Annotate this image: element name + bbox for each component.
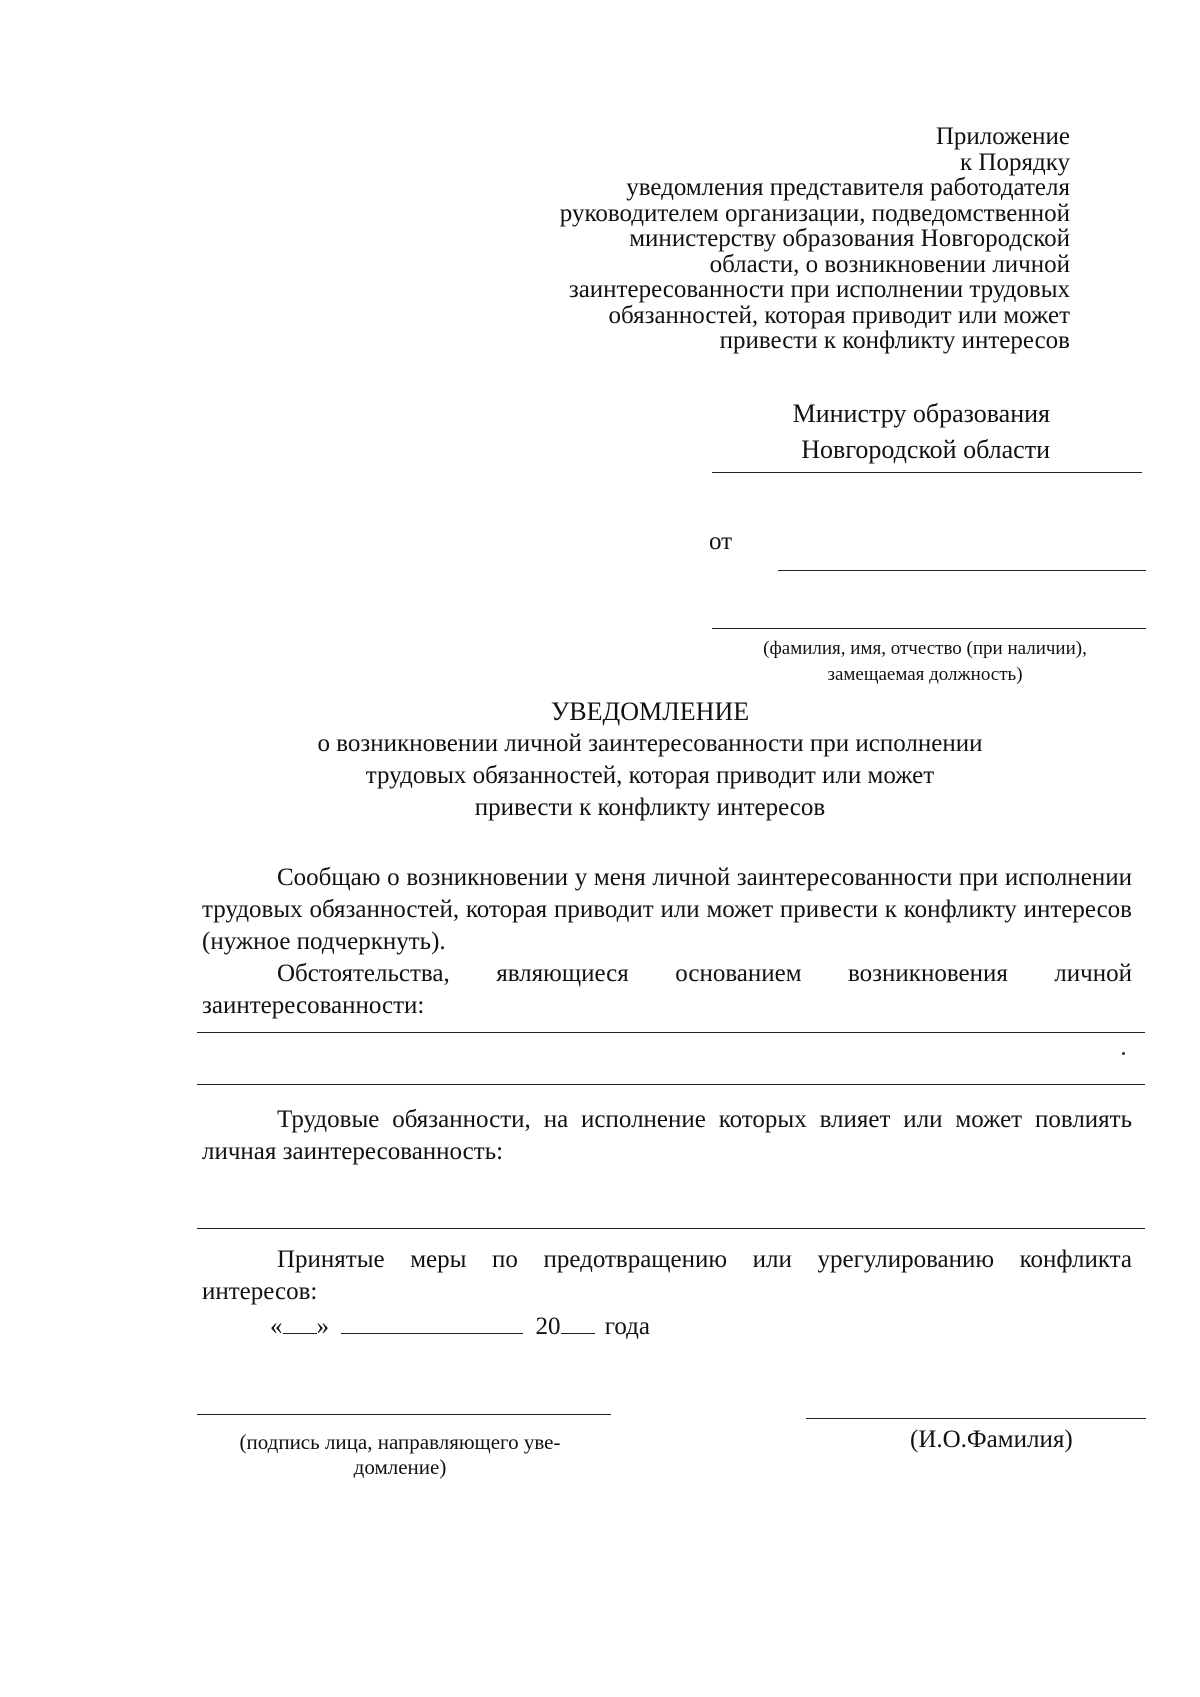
date-open-quote: « xyxy=(270,1313,283,1340)
year-prefix: 20 xyxy=(535,1313,561,1340)
notice-subtitle-line-2: трудовых обязанностей, которая приводит или может xyxy=(365,762,935,789)
paragraph-duties-text: Трудовые обязанности, на исполнение которых влияет или может повлиять личная заинтересованность: xyxy=(202,1106,1132,1165)
month-blank xyxy=(341,1311,523,1334)
appendix-line: привести к конфликту интересов xyxy=(719,327,1070,354)
appendix-line: к Порядку xyxy=(960,148,1070,176)
appendix-line: министерству образования Новгородской xyxy=(629,225,1070,252)
year-suffix: года xyxy=(604,1313,650,1340)
appendix-line: заинтересованности при исполнении трудовых xyxy=(568,276,1070,303)
date-close-quote: » xyxy=(316,1313,329,1340)
fio-label: (И.О.Фамилия) xyxy=(910,1426,1073,1453)
from-label: от xyxy=(709,528,733,555)
signature-hint-line-1: (подпись лица, направляющего уве- xyxy=(239,1430,561,1454)
paragraph-report-text: Сообщаю о возникновении у меня личной заинтересованности при исполнении трудовых обязанностей, которая приводит или может привести к конфликту интересов (нужное подчеркнуть). xyxy=(202,864,1132,955)
appendix-line: уведомления представителя работодателя xyxy=(626,174,1070,201)
signature-blank-line xyxy=(197,1414,611,1415)
day-blank xyxy=(283,1311,317,1334)
appendix-line: обязанностей, которая приводит или может xyxy=(608,301,1070,329)
paragraph-measures xyxy=(202,1244,1132,1308)
from-blank-line-2 xyxy=(712,628,1146,629)
circumstances-blank-line-1 xyxy=(197,1032,1145,1033)
appendix-line: Приложение xyxy=(935,123,1070,150)
date-line xyxy=(270,1311,650,1343)
notice-subtitle-line-3: привести к конфликту интересов xyxy=(474,794,826,821)
addressee-blank-line xyxy=(712,472,1142,473)
appendix-line: руководителем организации, подведомственной xyxy=(559,199,1070,227)
circumstances-blank-line-2 xyxy=(197,1084,1145,1085)
notice-subtitle-line-1: о возникновении личной заинтересованности при исполнении xyxy=(317,730,983,757)
addressee-line-2: Новгородской области xyxy=(801,435,1050,464)
paragraph-circumstances-text: Обстоятельства, являющиеся основанием возникновения личной заинтересованности: xyxy=(202,960,1132,1019)
fio-blank-line xyxy=(806,1418,1146,1419)
period-mark xyxy=(1122,1052,1125,1055)
from-hint-line-1: (фамилия, имя, отчество (при наличии), xyxy=(763,638,1087,659)
signature-hint xyxy=(210,1430,590,1480)
paragraph-measures-text: Принятые меры по предотвращению или урегулированию конфликта интересов: xyxy=(202,1246,1132,1305)
appendix-header xyxy=(430,124,1070,354)
from-hint-line-2: замещаемая должность) xyxy=(827,664,1023,685)
duties-blank-line xyxy=(197,1228,1145,1229)
addressee xyxy=(630,396,1050,468)
paragraph-circumstances xyxy=(202,958,1132,1022)
paragraph-duties xyxy=(202,1104,1132,1168)
year-blank xyxy=(561,1311,595,1334)
appendix-line: области, о возникновении личной xyxy=(709,250,1070,278)
from-blank-line-1 xyxy=(778,570,1146,571)
notice-heading xyxy=(200,696,1100,824)
addressee-line-1: Министру образования xyxy=(792,399,1050,428)
signature-hint-line-2: домление) xyxy=(353,1455,447,1479)
from-hint xyxy=(715,636,1135,688)
paragraph-report xyxy=(202,862,1132,958)
notice-title: УВЕДОМЛЕНИЕ xyxy=(550,697,750,726)
